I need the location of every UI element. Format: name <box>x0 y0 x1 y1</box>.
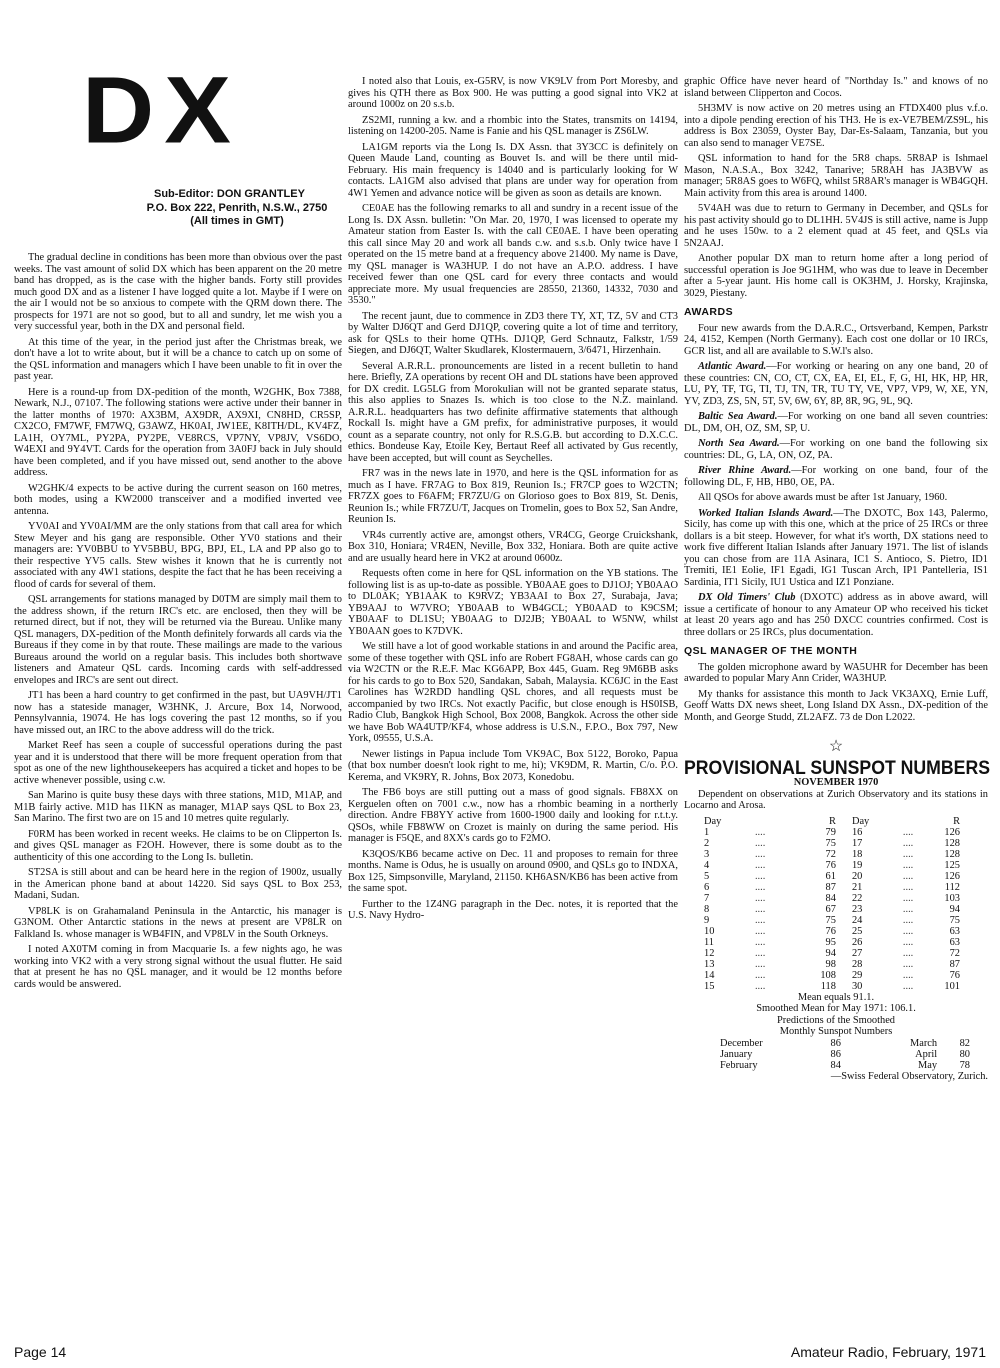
value-cell: 79 <box>825 826 836 838</box>
award-text: —For working or hearing on any one band, 20 of these countries: CN, CO, CT, CX, EA, EI, EL, F, G, HI, HK, HP, HR, LU, PY, TF, TG, TI, TJ, TN, TR, TU TY, VE, VP7, VP9, W, XE, YN, YV, ZD3, ZS, 5N, 5T, 5V, 6W, 6Y, 8P, 8R, 9G, 9L, 9Q. <box>684 361 988 407</box>
dots-cell: .... <box>754 925 766 937</box>
dots-cell: .... <box>902 936 914 948</box>
table-row <box>704 827 960 838</box>
table-row <box>704 915 960 926</box>
value-cell: 82 <box>959 1037 970 1049</box>
table-row <box>704 871 960 882</box>
value-cell: 86 <box>830 1037 841 1049</box>
dots-cell: .... <box>902 903 914 915</box>
awards-heading: AWARDS <box>684 306 734 318</box>
day-cell: 17 <box>851 837 863 849</box>
day-cell: 1 <box>704 826 710 838</box>
sunspot-table <box>704 816 960 992</box>
dots-cell: .... <box>902 914 914 926</box>
predictions-title: Predictions of the Smoothed <box>776 1014 896 1026</box>
day-cell: 2 <box>704 837 710 849</box>
day-cell: 24 <box>851 914 863 926</box>
dots-cell: .... <box>754 936 766 948</box>
value-cell: 103 <box>944 892 960 904</box>
day-cell: 23 <box>851 903 863 915</box>
paragraph: LA1GM reports via the Long Is. DX Assn. that 3Y3CC is definitely on Queen Maude Land, counting as Bouvet Is. and will be there until mid-February. His main frequency is 14040 and is particularly looking for W contacts. LA1GM also advised that plans are under way for operation from 4W1 Yemen and advance notice will be given as soon as details are known. <box>348 141 678 199</box>
paragraph: My thanks for assistance this month to Jack VK3AXQ, Ernie Luff, Geoff Watts DX news sheet, Long Island DX Assn., DX-pedition of the Month, and George Studd, ZL2AFZ. 73 de Don L2022. <box>684 688 988 723</box>
value-cell: 87 <box>949 958 960 970</box>
day-cell: 28 <box>851 958 863 970</box>
dots-cell: .... <box>754 958 766 970</box>
day-cell: 27 <box>851 947 863 959</box>
dots-cell: .... <box>754 881 766 893</box>
sunspot-smoothed: Smoothed Mean for May 1971: 106.1. <box>756 1003 916 1014</box>
day-cell: 26 <box>851 936 863 948</box>
dots-cell: .... <box>902 969 914 981</box>
paragraph: W2GHK/4 expects to be active during the current season on 160 metres, both modes, using a KW2000 transceiver and a modified inverted vee antenna. <box>14 482 342 517</box>
month-cell: February <box>720 1059 758 1071</box>
value-cell: 95 <box>825 936 836 948</box>
paragraph: QSL arrangements for stations managed by D0TM are simply mail them to the address shown, if the return IRC's etc. are enclosed, then they will be returned direct, but if not, they will be returned via the Bureau. Unlike many QSL managers, DX-pedition of the Month definitely forwards all cards via the Bureaus if they come in by that route. These mailings are made to the various Bureaus around the world on a regular basis. This includes both shortwave listeners and Amateur QSL cards. Incoming cards with self-addressed envelopes and IRC's are sent out direct. <box>14 594 342 686</box>
paragraph: I noted AX0TM coming in from Macquarie Is. a few nights ago, he was working into VK2 with a very strong signal without the usual flutter. He said that at present he has no QSL manager, and it would be 12 months before cards would be answered. <box>14 944 342 990</box>
value-cell: 76 <box>825 925 836 937</box>
day-cell: 25 <box>851 925 863 937</box>
awards-after-note: All QSOs for above awards must be after 1st January, 1960. <box>698 492 948 503</box>
column-3 <box>684 76 988 1082</box>
column-header: Day <box>851 815 870 827</box>
table-row <box>704 904 960 915</box>
award-text: (DXOTC) address as in above award, will issue a certificate of honour to any Amateur OP who received his ticket at least 20 years ago and has 250 DXCC countries confirmed. Cost is three dollars or 25 IRCs, plus documentation. <box>684 592 989 638</box>
sub-editor-block <box>122 188 352 229</box>
value-cell: 76 <box>825 859 836 871</box>
day-cell: 8 <box>704 903 710 915</box>
day-cell: 9 <box>704 914 710 926</box>
paragraph: YV0AI and YV0AI/MM are the only stations from that call area for which Stew Meyer and his gang are responsible. Other YV0 stations and their managers are: YV0BBU to YV5BBU, BPG, BPJ, EL, LA and PP also go to their respective YV5 calls. Stew wishes it known that he is currently not associated with any 4W1 stations, despite the fact that he has been receiving a flood of cards for several of them. <box>14 521 342 590</box>
paragraph: ZS2MI, running a kw. and a rhombic into the States, transmits on 14194, listening on 14200-205. Name is Fanie and his QSL manager is ZS6LW. <box>348 114 678 137</box>
value-cell: 76 <box>949 969 960 981</box>
award-atlantic <box>684 361 988 407</box>
paragraph: Here is a round-up from DX-pedition of the month, W2GHK, Box 7388, Newark, N.J., 07107. The following stations were active under their banner in the latter months of 1970: AX3BM, AX9DR, AX9XI, CN8HD, CR5SP, CX2CO, FM7WF, FM7WQ, G3AWZ, HK0AI, JW1EE, K8ITH/DL, KV4FZ, LA1H, OY7ML, PY2PA, PY2PE, VE8RCS, VP7NY, VP8JV, VS6DO, W4EXI and 9Y4VT. Cards for the operation from 3A0FJ back in July should have been completed, and if you have missed out, send another to the above address. <box>14 386 342 478</box>
dots-cell: .... <box>754 914 766 926</box>
dots-cell: .... <box>902 870 914 882</box>
day-cell: 22 <box>851 892 863 904</box>
day-cell: 14 <box>704 969 715 981</box>
value-cell: 75 <box>949 914 960 926</box>
dots-cell: .... <box>754 859 766 871</box>
value-cell: 72 <box>949 947 960 959</box>
award-italian-islands <box>684 508 988 589</box>
paragraph: 5H3MV is now active on 20 metres using an FTDX400 plus v.f.o. into a dipole pending erection of his TH3. He is ex-VE7BEM/ZS9L, his address is Box 23059, Oyster Bay, Dar-Es-Salaam, Tanzania, but you can also send to manager VE7SE. <box>684 103 988 149</box>
column-1 <box>14 252 342 994</box>
paragraph: Several A.R.R.L. pronouncements are listed in a recent bulletin to hand here. Briefly, ZA operations by recent OH and DL stations have been approved for DX credit. LG5LG from Morokulian will not be granted separate status, this also applies to Snazes Is. which is too close to the N.Z. mainland. A.R.R.L. headquarters has two definite affirmative statements that although Rockall Is. might have a GM prefix, for administrative purposes, it would count as a separate country, not only for R.S.G.B. but according to D.X.C.C. ethics. Bondeuse Kay, Etoile Key, Bertaut Reef all activated by Gus recently, have been accepted, but will count as Seychelles. <box>348 360 678 464</box>
paragraph: VR4s currently active are, amongst others, VR4CG, George Cruickshank, Box 310, Honiara; VR4EN, Neville, Box 332, Honiara. Both are quite active and are usually heard here in VK2 at around 0600z. <box>348 529 678 564</box>
day-cell: 29 <box>851 969 863 981</box>
value-cell: 112 <box>944 881 960 893</box>
award-name: Worked Italian Islands Award. <box>698 507 834 519</box>
dots-cell: .... <box>754 980 766 992</box>
day-cell: 21 <box>851 881 863 893</box>
table-row <box>704 959 960 970</box>
dots-cell: .... <box>754 826 766 838</box>
dots-cell: .... <box>754 870 766 882</box>
table-row <box>704 948 960 959</box>
month-cell: May <box>918 1059 938 1071</box>
value-cell: 126 <box>944 826 960 838</box>
month-cell: December <box>720 1037 763 1049</box>
dots-cell: .... <box>902 925 914 937</box>
table-row <box>704 838 960 849</box>
award-name: DX Old Timers' Club <box>698 592 796 603</box>
magazine-credit: Amateur Radio, February, 1971 <box>790 1344 986 1360</box>
day-cell: 7 <box>704 892 710 904</box>
qsl-manager-heading: QSL MANAGER OF THE MONTH <box>684 645 858 657</box>
value-cell: 87 <box>825 881 836 893</box>
column-header: R <box>829 815 836 827</box>
award-text: —For working on one band, four of the following DL, F, HB, HB0, OE, PA. <box>684 465 988 488</box>
column-2 <box>348 76 678 926</box>
paragraph: San Marino is quite busy these days with three stations, M1D, M1AP, and M1B fairly active. M1D has I1KN as manager, M1AP says QSL to Box 23, San Marino. The first two are on 15 and 10 metres quite regularly. <box>14 790 342 824</box>
column-header: Day <box>704 815 722 827</box>
paragraph: 5V4AH was due to return to Germany in December, and QSLs for his past activity should go to DL1HH. 5V4JS is still active, name is Jupp and he uses 150w. to a 2 element quad at 45 feet, and QSLs via 5N2AAJ. <box>684 203 988 249</box>
award-name: Baltic Sea Award. <box>698 411 778 422</box>
month-cell: March <box>909 1037 938 1049</box>
dots-cell: .... <box>754 837 766 849</box>
table-header-row <box>704 816 960 827</box>
sunspot-mean: Mean equals 91.1. <box>797 991 875 1003</box>
value-cell: 128 <box>944 837 960 849</box>
dots-cell: .... <box>754 903 766 915</box>
value-cell: 63 <box>949 936 960 948</box>
source-credit: —Swiss Federal Observatory, Zurich. <box>830 1070 988 1082</box>
dots-cell: .... <box>902 826 914 838</box>
dots-cell: .... <box>902 859 914 871</box>
paragraph: JT1 has been a hard country to get confirmed in the past, but UA9VH/JT1 now has a stateside manager, W3HNK, J. Arcure, Box 14, Norwood, Pennsylvannia, 19074. He has logs covering the past 12 months, so if you have missed out, an IRC to the above address will do the trick. <box>14 690 342 736</box>
value-cell: 98 <box>825 958 836 970</box>
paragraph: The recent jaunt, due to commence in ZD3 there TY, XT, TZ, 5V and CT3 by Walter DJ6QT and Gerd DJ1QP, covering quite a lot of time and territory, ask for QSLs to their home QTHs. DJ1QP, Gerd Schnautz, Falkstr, 1/59 Siegen, and DJ6QT, Walter Skudlarek, Klostermauern, 3/6471, Hirzenhain. <box>348 310 678 356</box>
award-text: —The DXOTC, Box 143, Palermo, Sicily, has come up with this one, which at the price of 25 IRCs or three dollars is a bit steep. However, for what it's worth, DX stations need to work five different Italian Islands after January 1971. The list of islands you can chose from are 11A Asinara, IC1 S. Antioco, S. Pietro, ID1 Tremiti, IE1 Eolie, IF1 Egadi, IG1 Tuscan Arch, IP1 Pantelleria, IS1 Sardinia, IT1 Sicily, IU1 Ustica and IZ1 Ponziane. <box>684 507 988 588</box>
dots-cell: .... <box>754 892 766 904</box>
value-cell: 63 <box>949 925 960 937</box>
table-row <box>704 937 960 948</box>
day-cell: 5 <box>704 870 710 882</box>
dots-cell: .... <box>902 958 914 970</box>
value-cell: 94 <box>949 903 960 915</box>
value-cell: 80 <box>959 1048 970 1060</box>
paragraph: We still have a lot of good workable stations in and around the Pacific area, some of these together with QSL info are Robert FG8AH, whose cards can go via W2CTN or the R.E.F. Mac KG6APP, Box 445, Guam. Reg 9M6BB asks for his cards to go to Box 520, Sandakan, Sabah, Malaysia. KC6JC in the East Carolines has W2RDD handling QSL chores, and all requests must be accompanied by two IRCs. Not exactly Pacific, but close enough is HS0ISB, Radio Club, Bangkok High School, Box 2008, Bangkok. Across the other side we have Bob WA4UTP/KF4, whose address is U.S.N., F.P.O., Box 797, New York, 09555, U.S.A. <box>348 641 678 744</box>
sunspot-intro: Dependent on observations at Zurich Observatory and its stations in Locarno and Arosa. <box>684 788 988 811</box>
award-north-sea <box>684 438 988 461</box>
day-cell: 30 <box>851 980 863 992</box>
dots-cell: .... <box>754 848 766 860</box>
award-name: North Sea Award. <box>698 438 780 449</box>
day-cell: 18 <box>851 848 863 860</box>
day-cell: 11 <box>704 936 715 948</box>
day-cell: 12 <box>704 947 715 959</box>
section-title: DX <box>82 56 241 164</box>
paragraph: Another popular DX man to return home after a long period of successful operation is Joe 9G1HM, who was due to leave in December after a 5-year jaunt. His home call is OK3HM, J. Horsky, Krajinska, 3029, Piestany. <box>684 253 988 299</box>
value-cell: 78 <box>959 1059 970 1071</box>
table-row <box>704 981 960 992</box>
paragraph: graphic Office have never heard of "Northday Is." and knows of no island between Clipperton and Cocos. <box>684 76 988 99</box>
value-cell: 101 <box>944 980 960 992</box>
paragraph: Requests often come in here for QSL information on the YB stations. The following list is as up-to-date as possible. YB0AAE goes to DJ1OJ; YB0AAO to DL0AK; YB1AAK to K9RVZ; YB3AAI to Box 27, Surabaja, Java; YB9AAJ to W7VRO; YB0AAB to WB4GCL; YB0AAD to K9CSM; YB0AAF to DL1SU; YB0AAG to DJ2JB; YB0AAL to W5NW, whilst YB0AAN goes to K7DVK. <box>348 568 678 637</box>
sunspot-month: NOVEMBER 1970 <box>793 777 879 788</box>
paragraph: ST2SA is still about and can be heard here in the region of 1900z, usually in the American phone band at about 14220. Sid says QSL to Box 253, Madani, Sudan. <box>14 867 342 901</box>
day-cell: 10 <box>704 925 715 937</box>
paragraph: At this time of the year, in the period just after the Christmas break, we don't have a lot to write about, but it will be a chance to catch up on some of the QSL information and managers which I have been unable to fit in over the past year. <box>14 336 342 382</box>
award-text: —For working on one band the following six countries: DL, G, LA, ON, OZ, PA. <box>684 438 988 461</box>
predictions-table <box>720 1038 970 1071</box>
day-cell: 19 <box>851 859 863 871</box>
paragraph: Newer listings in Papua include Tom VK9AC, Box 5122, Boroko, Papua (that box number doesn't look right to me, hi); VK9DM, R. Martin, C/o. P.O. Kerema, and VK9RY, R. Johns, Box 2073, Konedobu. <box>348 748 678 783</box>
dots-cell: .... <box>902 980 914 992</box>
day-cell: 20 <box>851 870 863 882</box>
paragraph: FR7 was in the news late in 1970, and here is the QSL information for as much as I have. FR7AG to Box 819, Reunion Is.; FR7CP goes to W2CTN; FR7ZX goes to F6AFM; FR7ZU/G on Glorioso goes to Box 819, St. Denis, Reunion Is.; while FR7ZU/T, Jacques on Tromelin, goes to Box 52, San Andre, Reunion Is. <box>348 468 678 525</box>
table-row <box>704 860 960 871</box>
value-cell: 118 <box>820 980 836 992</box>
table-row <box>704 882 960 893</box>
table-row <box>720 1060 970 1071</box>
day-cell: 6 <box>704 881 710 893</box>
value-cell: 126 <box>944 870 960 882</box>
paragraph: QSL information to hand for the 5R8 chaps. 5R8AP is Ishmael Mason, N.A.S.A., Box 3242, Tanarive; 5R8AH has JA3BVW as manager; 5R8AS goes to W6FQ, whilst 5R8AR's manager is WB4GQH. Main activity from this area is around 1400. <box>684 153 988 199</box>
paragraph: The golden microphone award by WA5UHR for December has been awarded to popular Mary Ann Crider, WA3HUP. <box>684 661 988 684</box>
sunspot-title: PROVISIONAL SUNSPOT NUMBERS <box>684 757 990 779</box>
sub-editor-name: Sub-Editor: DON GRANTLEY <box>154 188 305 200</box>
day-cell: 3 <box>704 848 710 860</box>
paragraph: Further to the 1Z4NG paragraph in the Dec. notes, it is reported that the U.S. Navy Hydro- <box>348 898 678 921</box>
table-row <box>720 1049 970 1060</box>
page-number: Page 14 <box>14 1344 67 1360</box>
value-cell: 75 <box>825 914 836 926</box>
paragraph: Market Reef has seen a couple of successful operations during the past year and it is understood that there will be more frequent operation from that spot as one of the new lighthousekeepers has acquired a ticket and hopes to be active whenever possible, using c.w. <box>14 740 342 786</box>
value-cell: 72 <box>825 848 836 860</box>
paragraph: F0RM has been worked in recent weeks. He claims to be on Clipperton Is. and gives QSL manager as F2OH. However, there is some doubt as to the authenticity of this one according to the Long Is. bulletin. <box>14 828 342 863</box>
value-cell: 84 <box>825 892 836 904</box>
month-cell: April <box>915 1048 938 1060</box>
paragraph: The gradual decline in conditions has been more than obvious over the past weeks. The vast amount of solid DX which has been apparent on the 20 metre band has dropped, as is the case with the higher bands. Forty still provides much good DX and as a listener I have logged quite a lot. Maybe if I were on the air I would not be so anxious to compete with the QRM down there. The prospects for 1971 are not so good, but to all and sundry, let me wish you a very successful year, both in the DX and personal field. <box>14 252 342 332</box>
value-cell: 61 <box>825 870 836 882</box>
value-cell: 75 <box>825 837 836 849</box>
dots-cell: .... <box>902 892 914 904</box>
dots-cell: .... <box>902 848 914 860</box>
value-cell: 128 <box>944 848 960 860</box>
dots-cell: .... <box>754 969 766 981</box>
award-dxotc <box>684 592 988 638</box>
dots-cell: .... <box>902 837 914 849</box>
predictions-subtitle: Monthly Sunspot Numbers <box>779 1026 893 1037</box>
star-icon: ☆ <box>828 738 844 755</box>
value-cell: 67 <box>825 903 836 915</box>
table-row <box>720 1038 970 1049</box>
value-cell: 86 <box>830 1048 841 1060</box>
paragraph: CE0AE has the following remarks to all and sundry in a recent issue of the Long Is. DX Assn. bulletin: "On Mar. 20, 1970, I was licensed to operate my Amateur station from Easter Is. with the call CE0AE. I have been operating this call since May 20 and work all bands c.w. and s.s.b. Only twice have I operated on the 15 metre band at a frequency above 21400. My name is Dave, my QSL manager is WA3HUP. I do not have an A.P.O. address. I have received fewer than one QSL card for every three contacts and would appreciate more. My usual frequencies are 28550, 21360, 14332, 7030 and 3530." <box>348 203 678 306</box>
value-cell: 94 <box>825 947 836 959</box>
value-cell: 108 <box>820 969 836 981</box>
award-text: —For working on one band all seven countries: DL, DM, OH, OZ, SM, SP, U. <box>684 411 988 434</box>
day-cell: 13 <box>704 958 715 970</box>
award-name: River Rhine Award. <box>698 465 792 476</box>
column-header: R <box>953 815 960 827</box>
awards-intro: Four new awards from the D.A.R.C., Ortsverband, Kempen, Parkstr 24, 4152, Kempen (North Germany). Each cost one dollar or 10 IRCs, GCR list, and all are available to S.W.l's also. <box>684 322 988 357</box>
award-name: Atlantic Award. <box>698 361 767 372</box>
dots-cell: .... <box>902 881 914 893</box>
paragraph: The FB6 boys are still putting out a mass of good signals. FB8XX on Kerguelen often on 7001 c.w., now has a rhombic beaming in a northerly direction. Andre FB8YY active from 1600-1900 daily and looking for r.t.t.y. QSOs, while FB8WW on Crozet is mainly on during the same period. His manager is F5QE, and 8XX's cards go to F2MO. <box>348 787 678 844</box>
paragraph: K3QOS/KB6 became active on Dec. 11 and proposes to remain for three months. Name is Odus, he is usually on around 0900, and QSLs go to INDXA, Box 125, Simpsonville, Maryland, 21150. KH6ASN/KB6 has been active from the same spot. <box>348 848 678 894</box>
table-row <box>704 926 960 937</box>
table-row <box>704 970 960 981</box>
time-note: (All times in GMT) <box>190 215 284 227</box>
paragraph: I noted also that Louis, ex-G5RV, is now VK9LV from Port Moresby, and gives his QTH there as Box 900. He was putting a good signal into VK2 at around 1000z on 20 s.s.b. <box>348 76 678 110</box>
paragraph: VP8LK is on Grahamaland Peninsula in the Antarctic, his manager is G3NOM. Other Antarctic stations in the news at present are VP8LR on Falkland Is. whose manager is WB4FIN, and VP8LV in the South Orkneys. <box>14 905 342 940</box>
award-baltic <box>684 411 988 434</box>
table-row <box>704 849 960 860</box>
sub-editor-address: P.O. Box 222, Penrith, N.S.W., 2750 <box>146 201 328 214</box>
award-river-rhine <box>684 465 988 488</box>
day-cell: 16 <box>851 826 863 838</box>
value-cell: 84 <box>830 1059 841 1071</box>
dots-cell: .... <box>754 947 766 959</box>
day-cell: 4 <box>704 859 710 871</box>
month-cell: January <box>720 1048 753 1060</box>
table-row <box>704 893 960 904</box>
value-cell: 125 <box>944 859 960 871</box>
day-cell: 15 <box>704 980 715 992</box>
dots-cell: .... <box>902 947 914 959</box>
